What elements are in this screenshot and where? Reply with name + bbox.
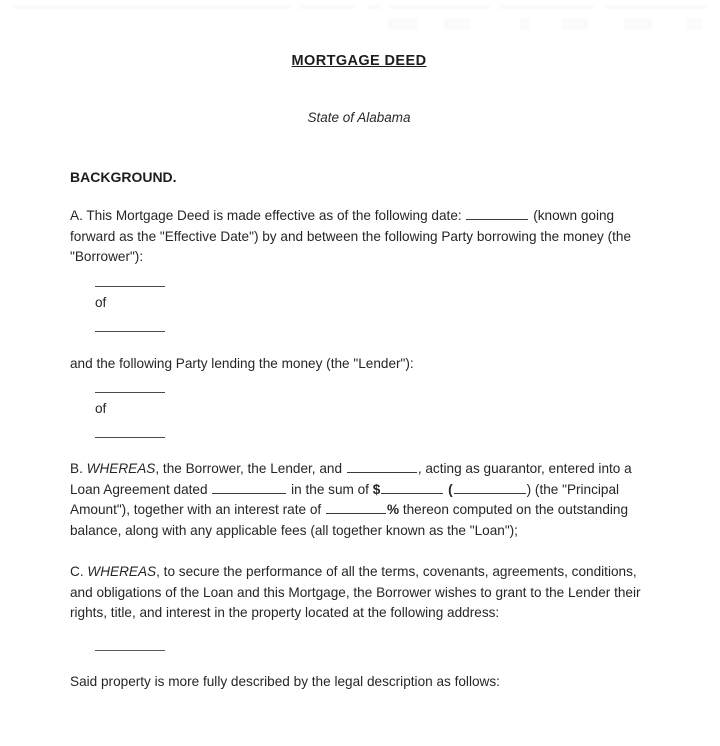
paragraph-b-text-6: thereon computed on the outstanding balance, along with any applicable fees (all together known as the "Loan"); [70,502,629,538]
percent-symbol: % [386,502,400,517]
paragraph-b-open-paren: ( [448,481,453,497]
document-body [70,0,648,692]
borrower-name-blank[interactable] [95,286,165,287]
legal-description-intro: Said property is more fully described by the legal description as follows: [70,673,500,689]
page-title: MORTGAGE DEED [291,53,427,69]
paragraph-a-text-2: (known going forward as the "Effective Date") by and between the following Party borrowing the money (the "Borrower"): [70,208,632,264]
paragraph-b-whereas: WHEREAS [86,461,156,476]
lender-intro-text: and the following Party lending the money (the "Lender"): [70,355,414,371]
paragraph-c [70,541,648,624]
paragraph-c-text-1: , to secure the performance of all the terms, covenants, agreements, conditions, and obligations of the Loan and this Mortgage, the Borrower wishes to grant to the Lender their rights, title, and interest in the property located at the following address: [70,564,641,620]
paragraph-b-text-3: in the sum of [291,481,369,497]
paragraph-b [70,438,648,541]
document-subtitle: State of Alabama [307,110,411,125]
lender-name-blank[interactable] [95,392,165,393]
interest-rate-blank[interactable] [326,513,386,514]
effective-date-blank[interactable] [466,219,528,220]
paragraph-c-marker: C. [70,564,84,579]
paragraph-a [70,185,648,268]
borrower-fill-in-block [70,268,648,332]
paragraph-b-text-1: , the Borrower, the Lender, and [155,461,343,476]
borrower-of-label: of [95,294,107,310]
lender-fill-in-block [70,374,648,438]
paragraph-a-text-1: This Mortgage Deed is made effective as of the following date: [86,208,462,223]
property-address-fill-in-block [70,624,648,651]
principal-amount-blank[interactable] [381,493,443,494]
principal-amount-words-blank[interactable] [454,493,526,494]
currency-symbol: $ [372,481,381,497]
background-heading: BACKGROUND. [70,169,177,185]
paragraph-b-text-5: ) (the "Principal Amount"), together with an interest rate of [70,481,620,517]
paragraph-a-marker: A. [70,208,83,223]
lender-of-label: of [95,401,107,416]
loan-agreement-date-blank[interactable] [212,493,286,494]
guarantor-name-blank[interactable] [347,472,417,473]
paragraph-b-marker: B. [70,461,83,476]
paragraph-c-whereas: WHEREAS [87,564,157,579]
paragraph-b-text-2: , acting as guarantor, entered into a Loan Agreement dated [70,461,632,497]
